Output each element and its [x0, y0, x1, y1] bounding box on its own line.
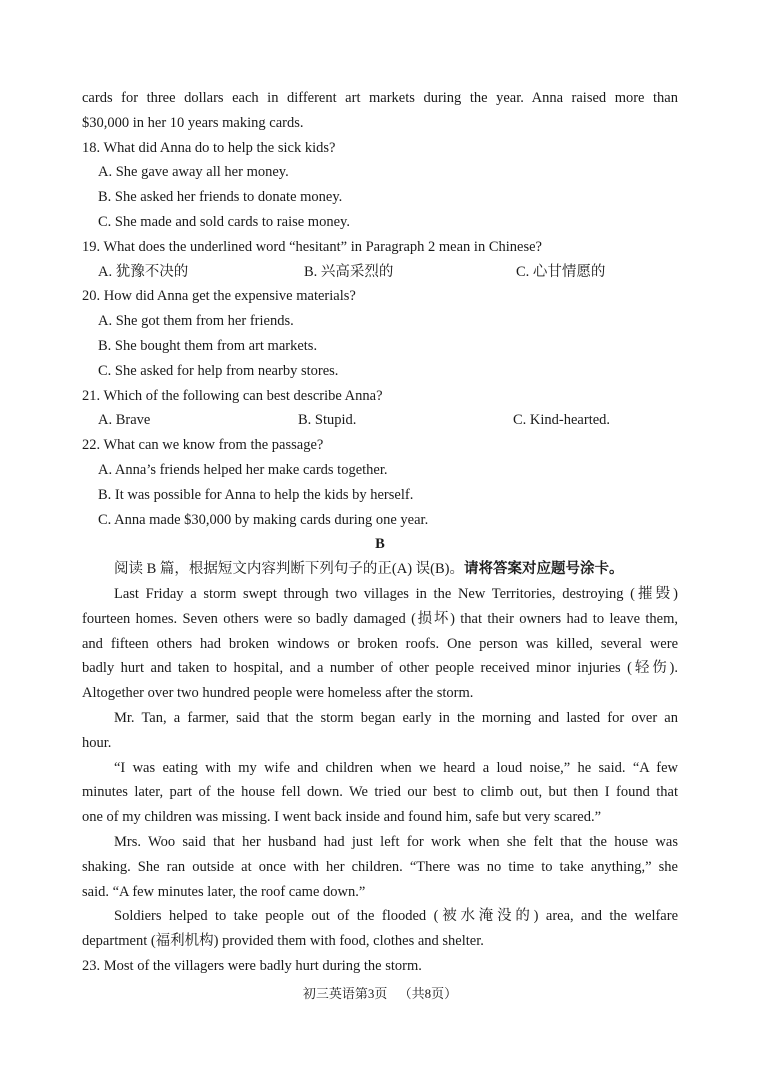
option-18a: A. She gave away all her money. — [98, 164, 289, 181]
page-number: 初三英语第3页 — [302, 986, 388, 1001]
passage-line: hour. — [82, 734, 112, 751]
option-21c: C. Kind-hearted. — [513, 412, 611, 429]
option-20b: B. She bought them from art markets. — [98, 337, 318, 354]
passage-line: cards for three dollars each in different art markets during the year. Anna raised more than — [82, 90, 678, 106]
question-20: 20. How did Anna get the expensive materials? — [82, 288, 356, 305]
page-footer — [0, 984, 760, 1004]
question-18: 18. What did Anna do to help the sick kids? — [82, 139, 336, 156]
passage-line: fourteen homes. Seven others were so badly damaged (损坏) that their owners had to leave them, — [82, 610, 678, 627]
passage-line: Mrs. Woo said that her husband had just left for work when she felt that the house was — [114, 833, 678, 850]
question-23: 23. Most of the villagers were badly hurt during the storm. — [82, 957, 422, 974]
question-19: 19. What does the underlined word “hesitant” in Paragraph 2 mean in Chinese? — [82, 238, 542, 255]
options-21 — [82, 408, 678, 433]
passage-line: $30,000 in her 10 years making cards. — [82, 114, 304, 131]
passage-line: “I was eating with my wife and children when we heard a loud noise,” he said. “A few — [114, 759, 678, 776]
option-18b: B. She asked her friends to donate money. — [98, 189, 343, 206]
section-b-heading: B — [375, 536, 385, 553]
option-20a: A. She got them from her friends. — [98, 313, 294, 330]
passage-line: Soldiers helped to take people out of the flooded (被水淹没的) area, and the welfare — [114, 908, 678, 925]
option-22b: B. It was possible for Anna to help the kids by herself. — [98, 486, 414, 503]
option-22c: C. Anna made $30,000 by making cards during one year. — [98, 511, 429, 528]
question-21: 21. Which of the following can best describe Anna? — [82, 387, 383, 404]
section-b-instructions — [82, 557, 678, 582]
instructions-emphasis: 请将答案对应题号涂卡。 — [464, 561, 624, 578]
instructions-text: 阅读 B 篇，根据短文内容判断下列句子的正(A) 误(B)。 — [114, 561, 465, 578]
option-20c: C. She asked for help from nearby stores. — [98, 362, 339, 379]
options-19 — [82, 260, 678, 285]
passage-line: minutes later, part of the house fell down. We tried our best to climb out, but then I found that — [82, 784, 678, 801]
question-22: 22. What can we know from the passage? — [82, 437, 324, 454]
option-21a: A. Brave — [98, 412, 151, 429]
passage-line: department (福利机构) provided them with food, clothes and shelter. — [82, 933, 484, 950]
option-19c: C. 心甘情愿的 — [516, 263, 606, 280]
passage-line: one of my children was missing. I went back inside and found him, safe but very scared.” — [82, 809, 602, 826]
page-total: （共8页） — [398, 986, 458, 1001]
passage-line: Mr. Tan, a farmer, said that the storm began early in the morning and lasted for over an — [114, 709, 678, 726]
option-21b: B. Stupid. — [298, 412, 357, 429]
passage-line: Altogether over two hundred people were homeless after the storm. — [82, 685, 474, 702]
option-19b: B. 兴高采烈的 — [304, 263, 394, 280]
option-22a: A. Anna’s friends helped her make cards together. — [98, 461, 388, 478]
passage-line: and fifteen others had broken windows or broken roofs. One person was killed, several were — [82, 635, 678, 652]
passage-line: said. “A few minutes later, the roof came down.” — [82, 883, 366, 900]
document-page — [82, 86, 678, 979]
option-18c: C. She made and sold cards to raise money. — [98, 213, 350, 230]
passage-line: shaking. She ran outside at once with her children. “There was no time to take anything,” she — [82, 858, 678, 875]
passage-line: Last Friday a storm swept through two villages in the New Territories, destroying (摧毁) — [114, 585, 678, 602]
option-19a: A. 犹豫不决的 — [98, 263, 189, 280]
passage-line: badly hurt and taken to hospital, and a number of other people received minor injuries (轻伤). — [82, 660, 678, 677]
